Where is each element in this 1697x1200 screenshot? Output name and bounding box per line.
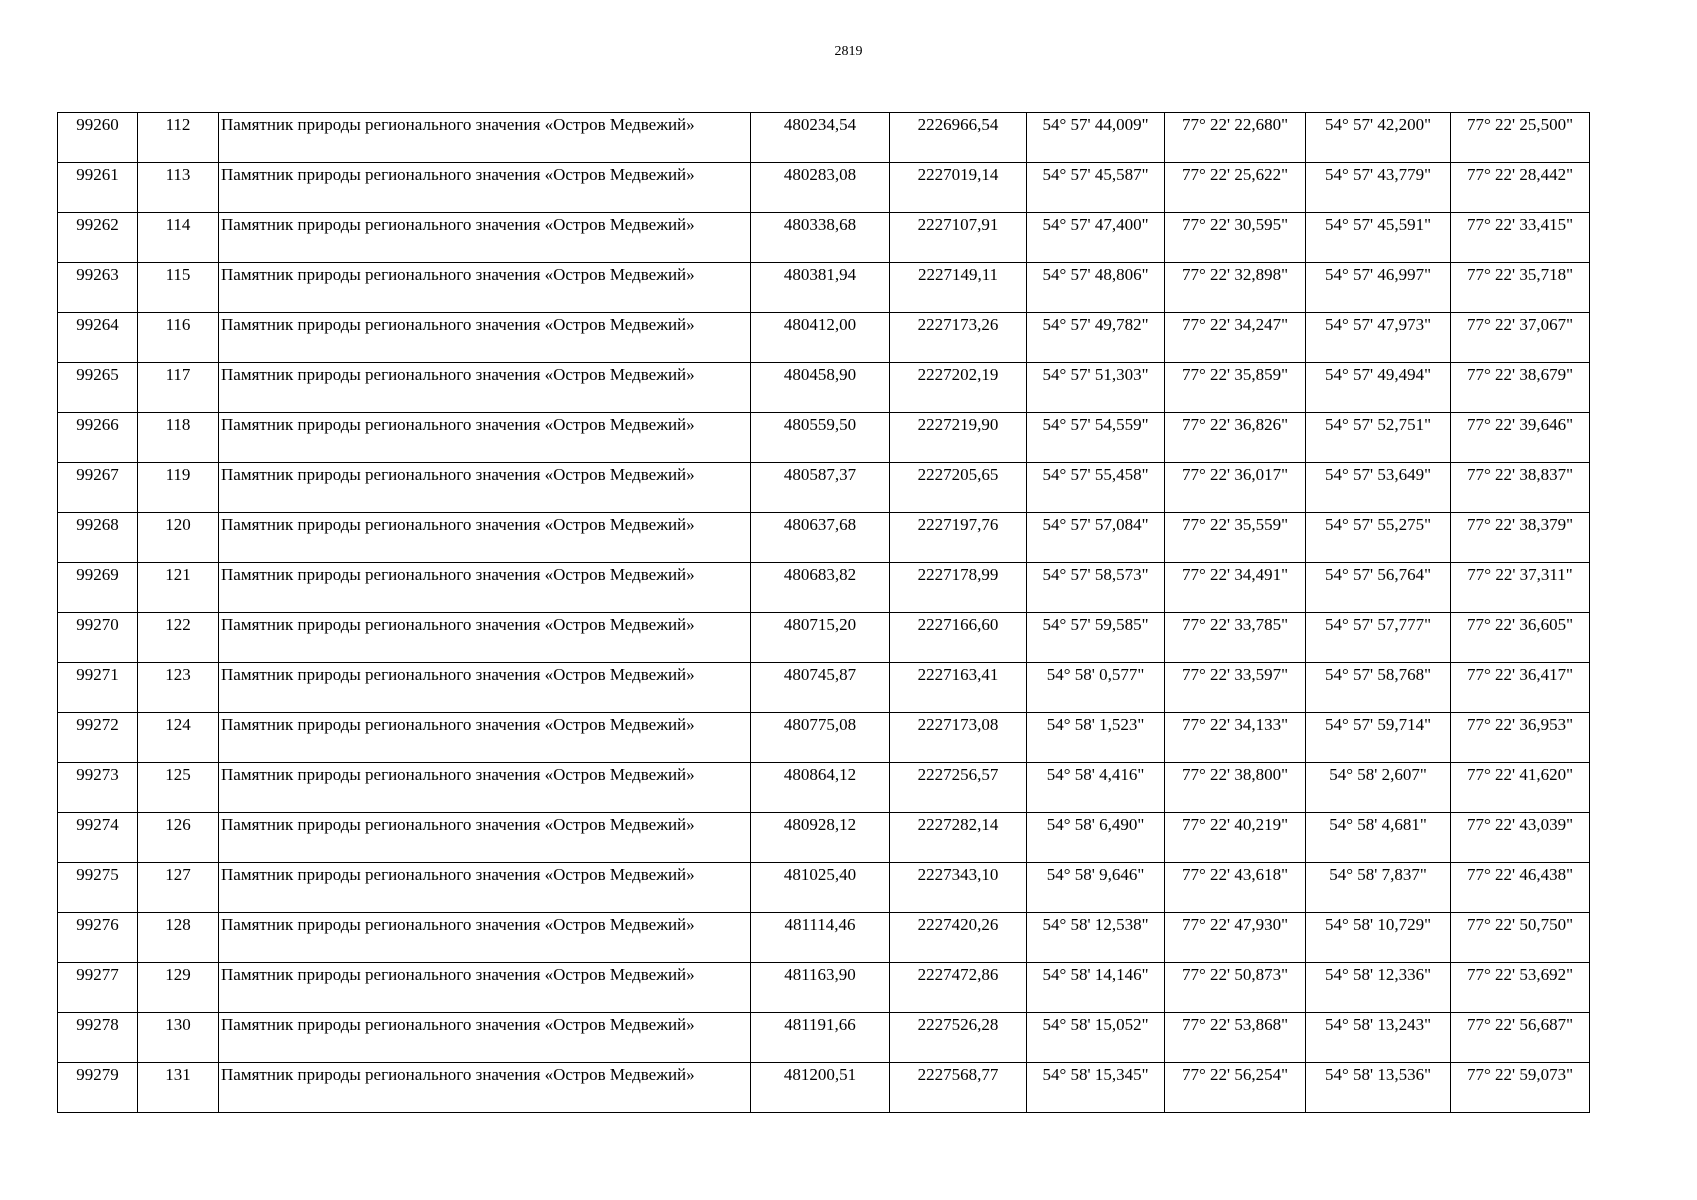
- table-row: [58, 713, 1590, 763]
- cell-longitude-1: 77° 22' 35,559": [1165, 513, 1306, 563]
- cell-object-name: Памятник природы регионального значения «Остров Медвежий»: [219, 913, 751, 963]
- cell-object-name: Памятник природы регионального значения «Остров Медвежий»: [219, 163, 751, 213]
- cell-longitude-2: 77° 22' 39,646": [1451, 413, 1590, 463]
- cell-longitude-1: 77° 22' 32,898": [1165, 263, 1306, 313]
- table-row: [58, 213, 1590, 263]
- cell-coord-y: 2227526,28: [890, 1013, 1027, 1063]
- cell-latitude-1: 54° 57' 58,573": [1027, 563, 1165, 613]
- cell-point-number: 130: [138, 1013, 219, 1063]
- cell-record-id: 99273: [58, 763, 138, 813]
- cell-coord-x: 480381,94: [751, 263, 890, 313]
- cell-object-name: Памятник природы регионального значения «Остров Медвежий»: [219, 113, 751, 163]
- cell-longitude-1: 77° 22' 36,826": [1165, 413, 1306, 463]
- cell-latitude-1: 54° 58' 14,146": [1027, 963, 1165, 1013]
- cell-point-number: 112: [138, 113, 219, 163]
- table-row: [58, 863, 1590, 913]
- table-row: [58, 763, 1590, 813]
- cell-coord-x: 481114,46: [751, 913, 890, 963]
- cell-latitude-2: 54° 58' 13,536": [1306, 1063, 1451, 1113]
- cell-longitude-1: 77° 22' 40,219": [1165, 813, 1306, 863]
- cell-record-id: 99266: [58, 413, 138, 463]
- cell-coord-y: 2227420,26: [890, 913, 1027, 963]
- cell-record-id: 99267: [58, 463, 138, 513]
- cell-point-number: 121: [138, 563, 219, 613]
- cell-longitude-1: 77° 22' 53,868": [1165, 1013, 1306, 1063]
- table-row: [58, 313, 1590, 363]
- cell-record-id: 99268: [58, 513, 138, 563]
- cell-point-number: 115: [138, 263, 219, 313]
- cell-longitude-1: 77° 22' 38,800": [1165, 763, 1306, 813]
- cell-latitude-1: 54° 58' 6,490": [1027, 813, 1165, 863]
- cell-record-id: 99276: [58, 913, 138, 963]
- cell-coord-x: 480928,12: [751, 813, 890, 863]
- cell-latitude-1: 54° 57' 49,782": [1027, 313, 1165, 363]
- cell-coord-y: 2227219,90: [890, 413, 1027, 463]
- cell-latitude-2: 54° 57' 55,275": [1306, 513, 1451, 563]
- cell-latitude-2: 54° 58' 2,607": [1306, 763, 1451, 813]
- cell-longitude-1: 77° 22' 35,859": [1165, 363, 1306, 413]
- cell-record-id: 99262: [58, 213, 138, 263]
- cell-point-number: 120: [138, 513, 219, 563]
- cell-latitude-1: 54° 57' 51,303": [1027, 363, 1165, 413]
- cell-latitude-1: 54° 57' 44,009": [1027, 113, 1165, 163]
- table-row: [58, 163, 1590, 213]
- cell-longitude-1: 77° 22' 30,595": [1165, 213, 1306, 263]
- cell-latitude-1: 54° 58' 4,416": [1027, 763, 1165, 813]
- cell-latitude-2: 54° 57' 53,649": [1306, 463, 1451, 513]
- cell-coord-x: 480458,90: [751, 363, 890, 413]
- cell-object-name: Памятник природы регионального значения «Остров Медвежий»: [219, 1013, 751, 1063]
- page-number: 2819: [834, 44, 863, 59]
- cell-latitude-1: 54° 58' 1,523": [1027, 713, 1165, 763]
- cell-record-id: 99265: [58, 363, 138, 413]
- cell-object-name: Памятник природы регионального значения «Остров Медвежий»: [219, 513, 751, 563]
- table-row: [58, 1063, 1590, 1113]
- table-row: [58, 513, 1590, 563]
- cell-latitude-2: 54° 57' 56,764": [1306, 563, 1451, 613]
- cell-coord-x: 481191,66: [751, 1013, 890, 1063]
- cell-latitude-2: 54° 57' 57,777": [1306, 613, 1451, 663]
- table-row: [58, 463, 1590, 513]
- cell-object-name: Памятник природы регионального значения «Остров Медвежий»: [219, 613, 751, 663]
- cell-object-name: Памятник природы регионального значения «Остров Медвежий»: [219, 213, 751, 263]
- cell-coord-y: 2226966,54: [890, 113, 1027, 163]
- cell-coord-x: 480234,54: [751, 113, 890, 163]
- cell-point-number: 113: [138, 163, 219, 213]
- cell-latitude-2: 54° 57' 49,494": [1306, 363, 1451, 413]
- cell-longitude-2: 77° 22' 33,415": [1451, 213, 1590, 263]
- cell-longitude-1: 77° 22' 56,254": [1165, 1063, 1306, 1113]
- cell-latitude-2: 54° 58' 4,681": [1306, 813, 1451, 863]
- cell-point-number: 131: [138, 1063, 219, 1113]
- cell-object-name: Памятник природы регионального значения «Остров Медвежий»: [219, 413, 751, 463]
- cell-latitude-1: 54° 57' 55,458": [1027, 463, 1165, 513]
- table-row: [58, 263, 1590, 313]
- cell-longitude-2: 77° 22' 50,750": [1451, 913, 1590, 963]
- cell-object-name: Памятник природы регионального значения «Остров Медвежий»: [219, 813, 751, 863]
- cell-coord-y: 2227282,14: [890, 813, 1027, 863]
- cell-coord-x: 480864,12: [751, 763, 890, 813]
- cell-coord-y: 2227163,41: [890, 663, 1027, 713]
- cell-object-name: Памятник природы регионального значения «Остров Медвежий»: [219, 963, 751, 1013]
- cell-latitude-2: 54° 57' 45,591": [1306, 213, 1451, 263]
- cell-latitude-2: 54° 57' 52,751": [1306, 413, 1451, 463]
- cell-longitude-2: 77° 22' 35,718": [1451, 263, 1590, 313]
- cell-coord-x: 480283,08: [751, 163, 890, 213]
- cell-record-id: 99264: [58, 313, 138, 363]
- cell-longitude-1: 77° 22' 34,491": [1165, 563, 1306, 613]
- table-row: [58, 813, 1590, 863]
- cell-coord-y: 2227343,10: [890, 863, 1027, 913]
- cell-point-number: 114: [138, 213, 219, 263]
- cell-latitude-1: 54° 57' 54,559": [1027, 413, 1165, 463]
- cell-latitude-1: 54° 57' 47,400": [1027, 213, 1165, 263]
- cell-object-name: Памятник природы регионального значения «Остров Медвежий»: [219, 463, 751, 513]
- cell-record-id: 99272: [58, 713, 138, 763]
- cell-object-name: Памятник природы регионального значения «Остров Медвежий»: [219, 663, 751, 713]
- table-row: [58, 663, 1590, 713]
- cell-point-number: 128: [138, 913, 219, 963]
- cell-latitude-1: 54° 58' 12,538": [1027, 913, 1165, 963]
- cell-latitude-2: 54° 57' 59,714": [1306, 713, 1451, 763]
- cell-point-number: 126: [138, 813, 219, 863]
- cell-latitude-1: 54° 58' 15,345": [1027, 1063, 1165, 1113]
- cell-coord-x: 480338,68: [751, 213, 890, 263]
- cell-point-number: 118: [138, 413, 219, 463]
- cell-latitude-2: 54° 58' 7,837": [1306, 863, 1451, 913]
- cell-record-id: 99263: [58, 263, 138, 313]
- cell-object-name: Памятник природы регионального значения «Остров Медвежий»: [219, 313, 751, 363]
- table-row: [58, 413, 1590, 463]
- cell-latitude-2: 54° 57' 47,973": [1306, 313, 1451, 363]
- cell-longitude-2: 77° 22' 43,039": [1451, 813, 1590, 863]
- cell-longitude-2: 77° 22' 38,837": [1451, 463, 1590, 513]
- cell-point-number: 117: [138, 363, 219, 413]
- cell-coord-x: 480683,82: [751, 563, 890, 613]
- cell-coord-y: 2227202,19: [890, 363, 1027, 413]
- cell-longitude-2: 77° 22' 28,442": [1451, 163, 1590, 213]
- table-row: [58, 363, 1590, 413]
- table-row: [58, 963, 1590, 1013]
- cell-record-id: 99270: [58, 613, 138, 663]
- cell-latitude-1: 54° 57' 48,806": [1027, 263, 1165, 313]
- cell-object-name: Памятник природы регионального значения «Остров Медвежий»: [219, 563, 751, 613]
- cell-longitude-1: 77° 22' 36,017": [1165, 463, 1306, 513]
- cell-record-id: 99278: [58, 1013, 138, 1063]
- cell-coord-x: 480715,20: [751, 613, 890, 663]
- cell-object-name: Памятник природы регионального значения «Остров Медвежий»: [219, 363, 751, 413]
- cell-coord-x: 481025,40: [751, 863, 890, 913]
- cell-latitude-2: 54° 57' 46,997": [1306, 263, 1451, 313]
- cell-latitude-2: 54° 58' 10,729": [1306, 913, 1451, 963]
- cell-longitude-2: 77° 22' 56,687": [1451, 1013, 1590, 1063]
- cell-point-number: 125: [138, 763, 219, 813]
- table-row: [58, 913, 1590, 963]
- cell-longitude-1: 77° 22' 50,873": [1165, 963, 1306, 1013]
- cell-latitude-1: 54° 58' 15,052": [1027, 1013, 1165, 1063]
- cell-coord-x: 480559,50: [751, 413, 890, 463]
- cell-point-number: 122: [138, 613, 219, 663]
- cell-longitude-2: 77° 22' 37,067": [1451, 313, 1590, 363]
- cell-object-name: Памятник природы регионального значения «Остров Медвежий»: [219, 713, 751, 763]
- cell-latitude-1: 54° 58' 0,577": [1027, 663, 1165, 713]
- cell-latitude-2: 54° 58' 13,243": [1306, 1013, 1451, 1063]
- cell-longitude-1: 77° 22' 47,930": [1165, 913, 1306, 963]
- cell-longitude-2: 77° 22' 38,379": [1451, 513, 1590, 563]
- cell-latitude-1: 54° 57' 59,585": [1027, 613, 1165, 663]
- cell-longitude-1: 77° 22' 34,133": [1165, 713, 1306, 763]
- cell-coord-y: 2227149,11: [890, 263, 1027, 313]
- cell-coord-y: 2227107,91: [890, 213, 1027, 263]
- cell-latitude-2: 54° 57' 58,768": [1306, 663, 1451, 713]
- cell-longitude-1: 77° 22' 22,680": [1165, 113, 1306, 163]
- cell-coord-y: 2227568,77: [890, 1063, 1027, 1113]
- cell-coord-y: 2227197,76: [890, 513, 1027, 563]
- cell-longitude-2: 77° 22' 46,438": [1451, 863, 1590, 913]
- cell-longitude-1: 77° 22' 33,597": [1165, 663, 1306, 713]
- cell-longitude-2: 77° 22' 59,073": [1451, 1063, 1590, 1113]
- cell-coord-x: 480775,08: [751, 713, 890, 763]
- cell-coord-y: 2227205,65: [890, 463, 1027, 513]
- cell-point-number: 123: [138, 663, 219, 713]
- cell-coord-y: 2227173,08: [890, 713, 1027, 763]
- cell-coord-x: 481163,90: [751, 963, 890, 1013]
- cell-point-number: 124: [138, 713, 219, 763]
- cell-longitude-2: 77° 22' 41,620": [1451, 763, 1590, 813]
- cell-longitude-2: 77° 22' 53,692": [1451, 963, 1590, 1013]
- cell-latitude-2: 54° 57' 42,200": [1306, 113, 1451, 163]
- cell-record-id: 99269: [58, 563, 138, 613]
- cell-latitude-1: 54° 57' 45,587": [1027, 163, 1165, 213]
- cell-record-id: 99274: [58, 813, 138, 863]
- coordinates-table: [57, 112, 1590, 1113]
- cell-record-id: 99260: [58, 113, 138, 163]
- cell-longitude-2: 77° 22' 36,953": [1451, 713, 1590, 763]
- cell-latitude-1: 54° 57' 57,084": [1027, 513, 1165, 563]
- cell-point-number: 127: [138, 863, 219, 913]
- cell-latitude-2: 54° 58' 12,336": [1306, 963, 1451, 1013]
- cell-coord-y: 2227173,26: [890, 313, 1027, 363]
- cell-coord-y: 2227019,14: [890, 163, 1027, 213]
- cell-coord-y: 2227256,57: [890, 763, 1027, 813]
- cell-longitude-1: 77° 22' 33,785": [1165, 613, 1306, 663]
- cell-record-id: 99275: [58, 863, 138, 913]
- cell-longitude-1: 77° 22' 25,622": [1165, 163, 1306, 213]
- cell-record-id: 99271: [58, 663, 138, 713]
- cell-coord-x: 480637,68: [751, 513, 890, 563]
- cell-point-number: 119: [138, 463, 219, 513]
- cell-coord-y: 2227178,99: [890, 563, 1027, 613]
- cell-coord-x: 481200,51: [751, 1063, 890, 1113]
- cell-coord-y: 2227166,60: [890, 613, 1027, 663]
- cell-object-name: Памятник природы регионального значения «Остров Медвежий»: [219, 863, 751, 913]
- cell-coord-x: 480587,37: [751, 463, 890, 513]
- table-row: [58, 1013, 1590, 1063]
- cell-longitude-1: 77° 22' 43,618": [1165, 863, 1306, 913]
- cell-object-name: Памятник природы регионального значения «Остров Медвежий»: [219, 1063, 751, 1113]
- table-row: [58, 613, 1590, 663]
- cell-longitude-1: 77° 22' 34,247": [1165, 313, 1306, 363]
- cell-object-name: Памятник природы регионального значения «Остров Медвежий»: [219, 263, 751, 313]
- cell-point-number: 116: [138, 313, 219, 363]
- cell-record-id: 99277: [58, 963, 138, 1013]
- cell-coord-x: 480745,87: [751, 663, 890, 713]
- cell-coord-y: 2227472,86: [890, 963, 1027, 1013]
- cell-latitude-2: 54° 57' 43,779": [1306, 163, 1451, 213]
- cell-longitude-2: 77° 22' 38,679": [1451, 363, 1590, 413]
- cell-record-id: 99261: [58, 163, 138, 213]
- cell-longitude-2: 77° 22' 25,500": [1451, 113, 1590, 163]
- table-body: [58, 113, 1590, 1113]
- cell-latitude-1: 54° 58' 9,646": [1027, 863, 1165, 913]
- cell-point-number: 129: [138, 963, 219, 1013]
- cell-record-id: 99279: [58, 1063, 138, 1113]
- cell-coord-x: 480412,00: [751, 313, 890, 363]
- cell-longitude-2: 77° 22' 36,605": [1451, 613, 1590, 663]
- table-row: [58, 113, 1590, 163]
- cell-longitude-2: 77° 22' 37,311": [1451, 563, 1590, 613]
- cell-object-name: Памятник природы регионального значения «Остров Медвежий»: [219, 763, 751, 813]
- table-row: [58, 563, 1590, 613]
- cell-longitude-2: 77° 22' 36,417": [1451, 663, 1590, 713]
